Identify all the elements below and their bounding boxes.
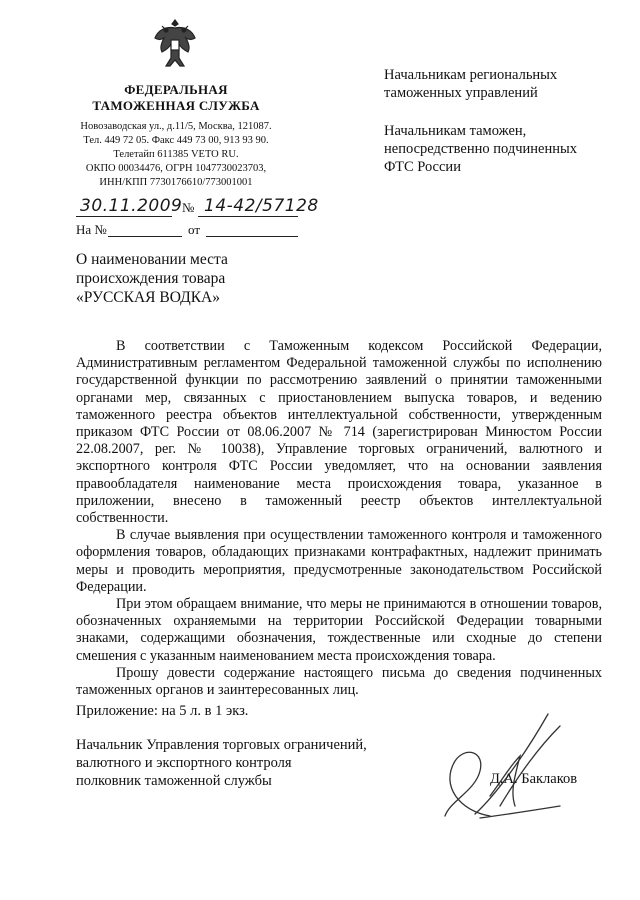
subject-line: «РУССКАЯ ВОДКА» [76,289,220,306]
address-line: ОКПО 00034476, ОГРН 1047730023703, [85,163,267,174]
address-line: ИНН/КПП 7730176610/773001001 [99,177,253,188]
letter-body [76,338,602,699]
body-paragraph: Прошу довести содержание настоящего письма до сведения подчиненных таможенных органов и заинтересованных лиц. [76,664,602,699]
number-underline [198,216,298,217]
date-underline [76,216,172,217]
letter-number: 14-42/57128 [204,196,319,216]
address-line: Тел. 449 72 05. Факс 449 73 00, 913 93 90. [83,135,269,146]
signatory-position: валютного и экспортного контроля [76,755,292,771]
signatory-position: Начальник Управления торговых ограничений, [76,737,367,753]
body-paragraph: В соответствии с Таможенным кодексом Российской Федерации, Административным регламентом Федеральной таможенной службы по исполнению государственной функции по рассмотрению заявлений о принятии таможенными органами мер, связанных с приостановлением выпуска товаров, и ведению таможенного реестра объектов интеллектуальной собственности, утвержденным приказом ФТС России от 08.06.2007 № 714 (зарегистрирован Минюстом России 22.08.2007, рег. № 10038), Управление торговых ограничений, валютного и экспортного контроля ФТС России уведомляет, что на основании заявления правообладателя наименование места происхождения товара, указанное в приложении, внесено в таможенный реестр объектов интеллектуальной собственности. [76,338,602,527]
eagle-emblem-icon [152,18,198,72]
number-label: № [182,200,195,215]
signatory-position: полковник таможенной службы [76,773,272,789]
address-line: Новозаводская ул., д.11/5, Москва, 121087. [80,121,272,132]
org-name-line2: ТАМОЖЕННАЯ СЛУЖБА [92,98,260,113]
signatory-name: Д.А. Баклаков [490,771,578,787]
subject-line: О наименовании места [76,251,228,268]
reference-from-label: от [188,222,201,237]
letter-date: 30.11.2009 [80,196,183,216]
reference-label: На № [76,222,107,237]
address-line: Телетайп 611385 VETO RU. [113,149,239,160]
reference-underline [108,236,182,237]
addressee-line: непосредственно подчиненных [384,141,577,157]
reference-from-underline [206,236,298,237]
subject-line: происхождения товара [76,270,226,287]
org-name-line1: ФЕДЕРАЛЬНАЯ [124,82,228,97]
addressee-line: ФТС России [384,159,461,175]
body-paragraph: В случае выявления при осуществлении таможенного контроля и таможенного оформления товаров, обладающих признаками контрафактных, надлежит принимать меры и проводить мероприятия, предусмотренные законодательством Российской Федерации. [76,527,602,595]
attachment-note: Приложение: на 5 л. в 1 экз. [76,703,249,719]
signature-icon [420,706,570,826]
body-paragraph: При этом обращаем внимание, что меры не принимаются в отношении товаров, обозначенных охраняемыми на территории Российской Федерации товарными знаками, содержащими обозначения, тождественные или сходные до степени смешения с указанным наименованием места происхождения товара. [76,596,602,664]
addressee-line: Начальникам таможен, [384,123,527,139]
addressee-line: таможенных управлений [384,85,538,101]
addressee-line: Начальникам региональных [384,67,558,83]
